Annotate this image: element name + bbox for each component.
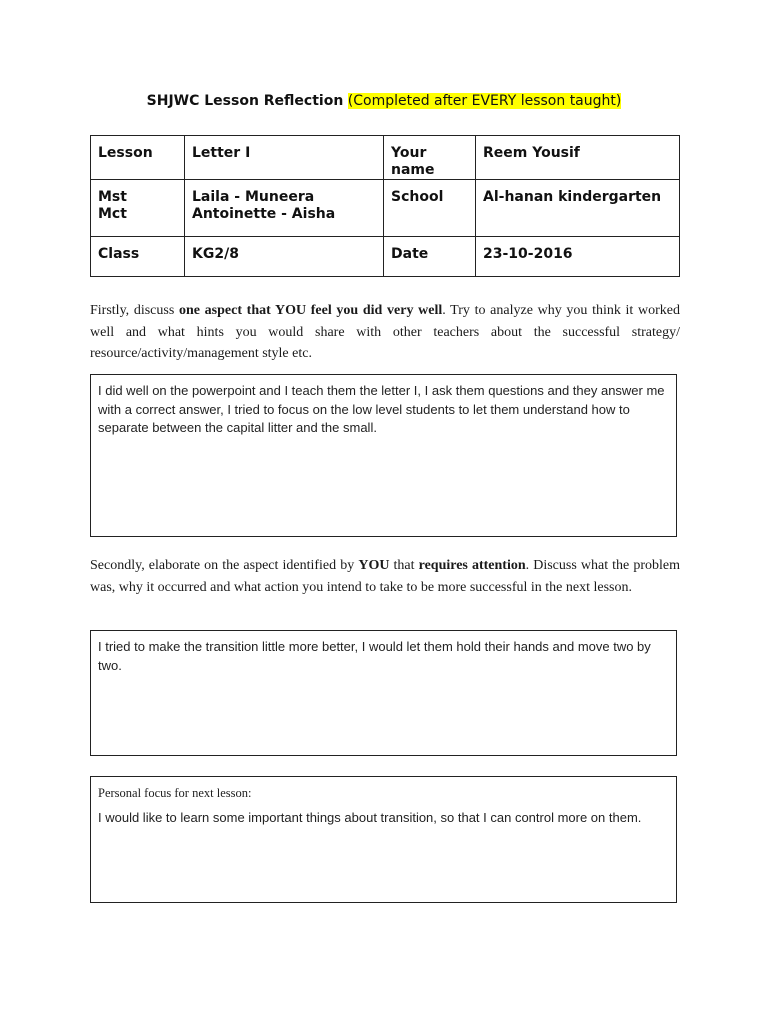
date-label: Date (384, 237, 476, 277)
personal-focus-label: Personal focus for next lesson: (98, 786, 252, 800)
table-row (91, 136, 680, 180)
your-name-value: Reem Yousif (476, 136, 680, 180)
section1-prompt-text-b: . Try to analyze why you think it worked well and what hints you would share with other teachers about the successful strategy/ resource/activity/management style etc. (90, 303, 680, 361)
class-value: KG2/8 (185, 237, 384, 277)
page-title (0, 93, 768, 109)
section2-prompt (90, 555, 680, 598)
section2-answer: I tried to make the transition little more better, I would let them hold their hands and move two by two. (98, 639, 651, 673)
section1-answer-box[interactable] (90, 374, 677, 537)
mst-mct-value-cell (185, 180, 384, 237)
section1-answer: I did well on the powerpoint and I teach them the letter I, I ask them questions and they answer me with a correct answer, I tried to focus on the low level students to let them understand how to separate between the capital litter and the small. (98, 383, 665, 435)
school-label: School (384, 180, 476, 237)
table-row (91, 237, 680, 277)
section2-prompt-bold-you: YOU (358, 558, 390, 573)
mct-label: Mct (98, 206, 127, 222)
mct-value: Antoinette - Aisha (192, 206, 336, 222)
mst-mct-label-cell (91, 180, 185, 237)
lesson-value: Letter I (185, 136, 384, 180)
lesson-info-table (90, 135, 680, 277)
table-row (91, 180, 680, 237)
personal-focus-answer: I would like to learn some important things about transition, so that I can control more on them. (98, 809, 642, 825)
lesson-label: Lesson (91, 136, 185, 180)
section2-answer-box[interactable] (90, 630, 677, 756)
section2-prompt-text-b: that (389, 558, 419, 573)
date-value: 23-10-2016 (476, 237, 680, 277)
section2-prompt-text-c: . Discuss what the problem was, why it occurred and what action you intend to take to be more successful in the next lesson. (90, 558, 681, 595)
class-label: Class (91, 237, 185, 277)
school-value: Al-hanan kindergarten (476, 180, 680, 237)
section2-prompt-text-a: Secondly, elaborate on the aspect identified by (90, 558, 359, 573)
section1-prompt-bold: one aspect that YOU feel you did very well (178, 303, 443, 318)
section1-prompt-text-a: Firstly, discuss (90, 303, 179, 318)
section1-prompt (90, 300, 680, 365)
personal-focus-box[interactable] (90, 776, 677, 903)
mst-value: Laila - Muneera (192, 189, 315, 205)
your-name-label: Your name (384, 136, 476, 180)
form-title: SHJWC Lesson Reflection (146, 93, 344, 109)
mst-label: Mst (98, 189, 127, 205)
title-highlight-note: (Completed after EVERY lesson taught) (347, 93, 622, 109)
section2-prompt-bold-attention: requires attention (418, 558, 526, 573)
